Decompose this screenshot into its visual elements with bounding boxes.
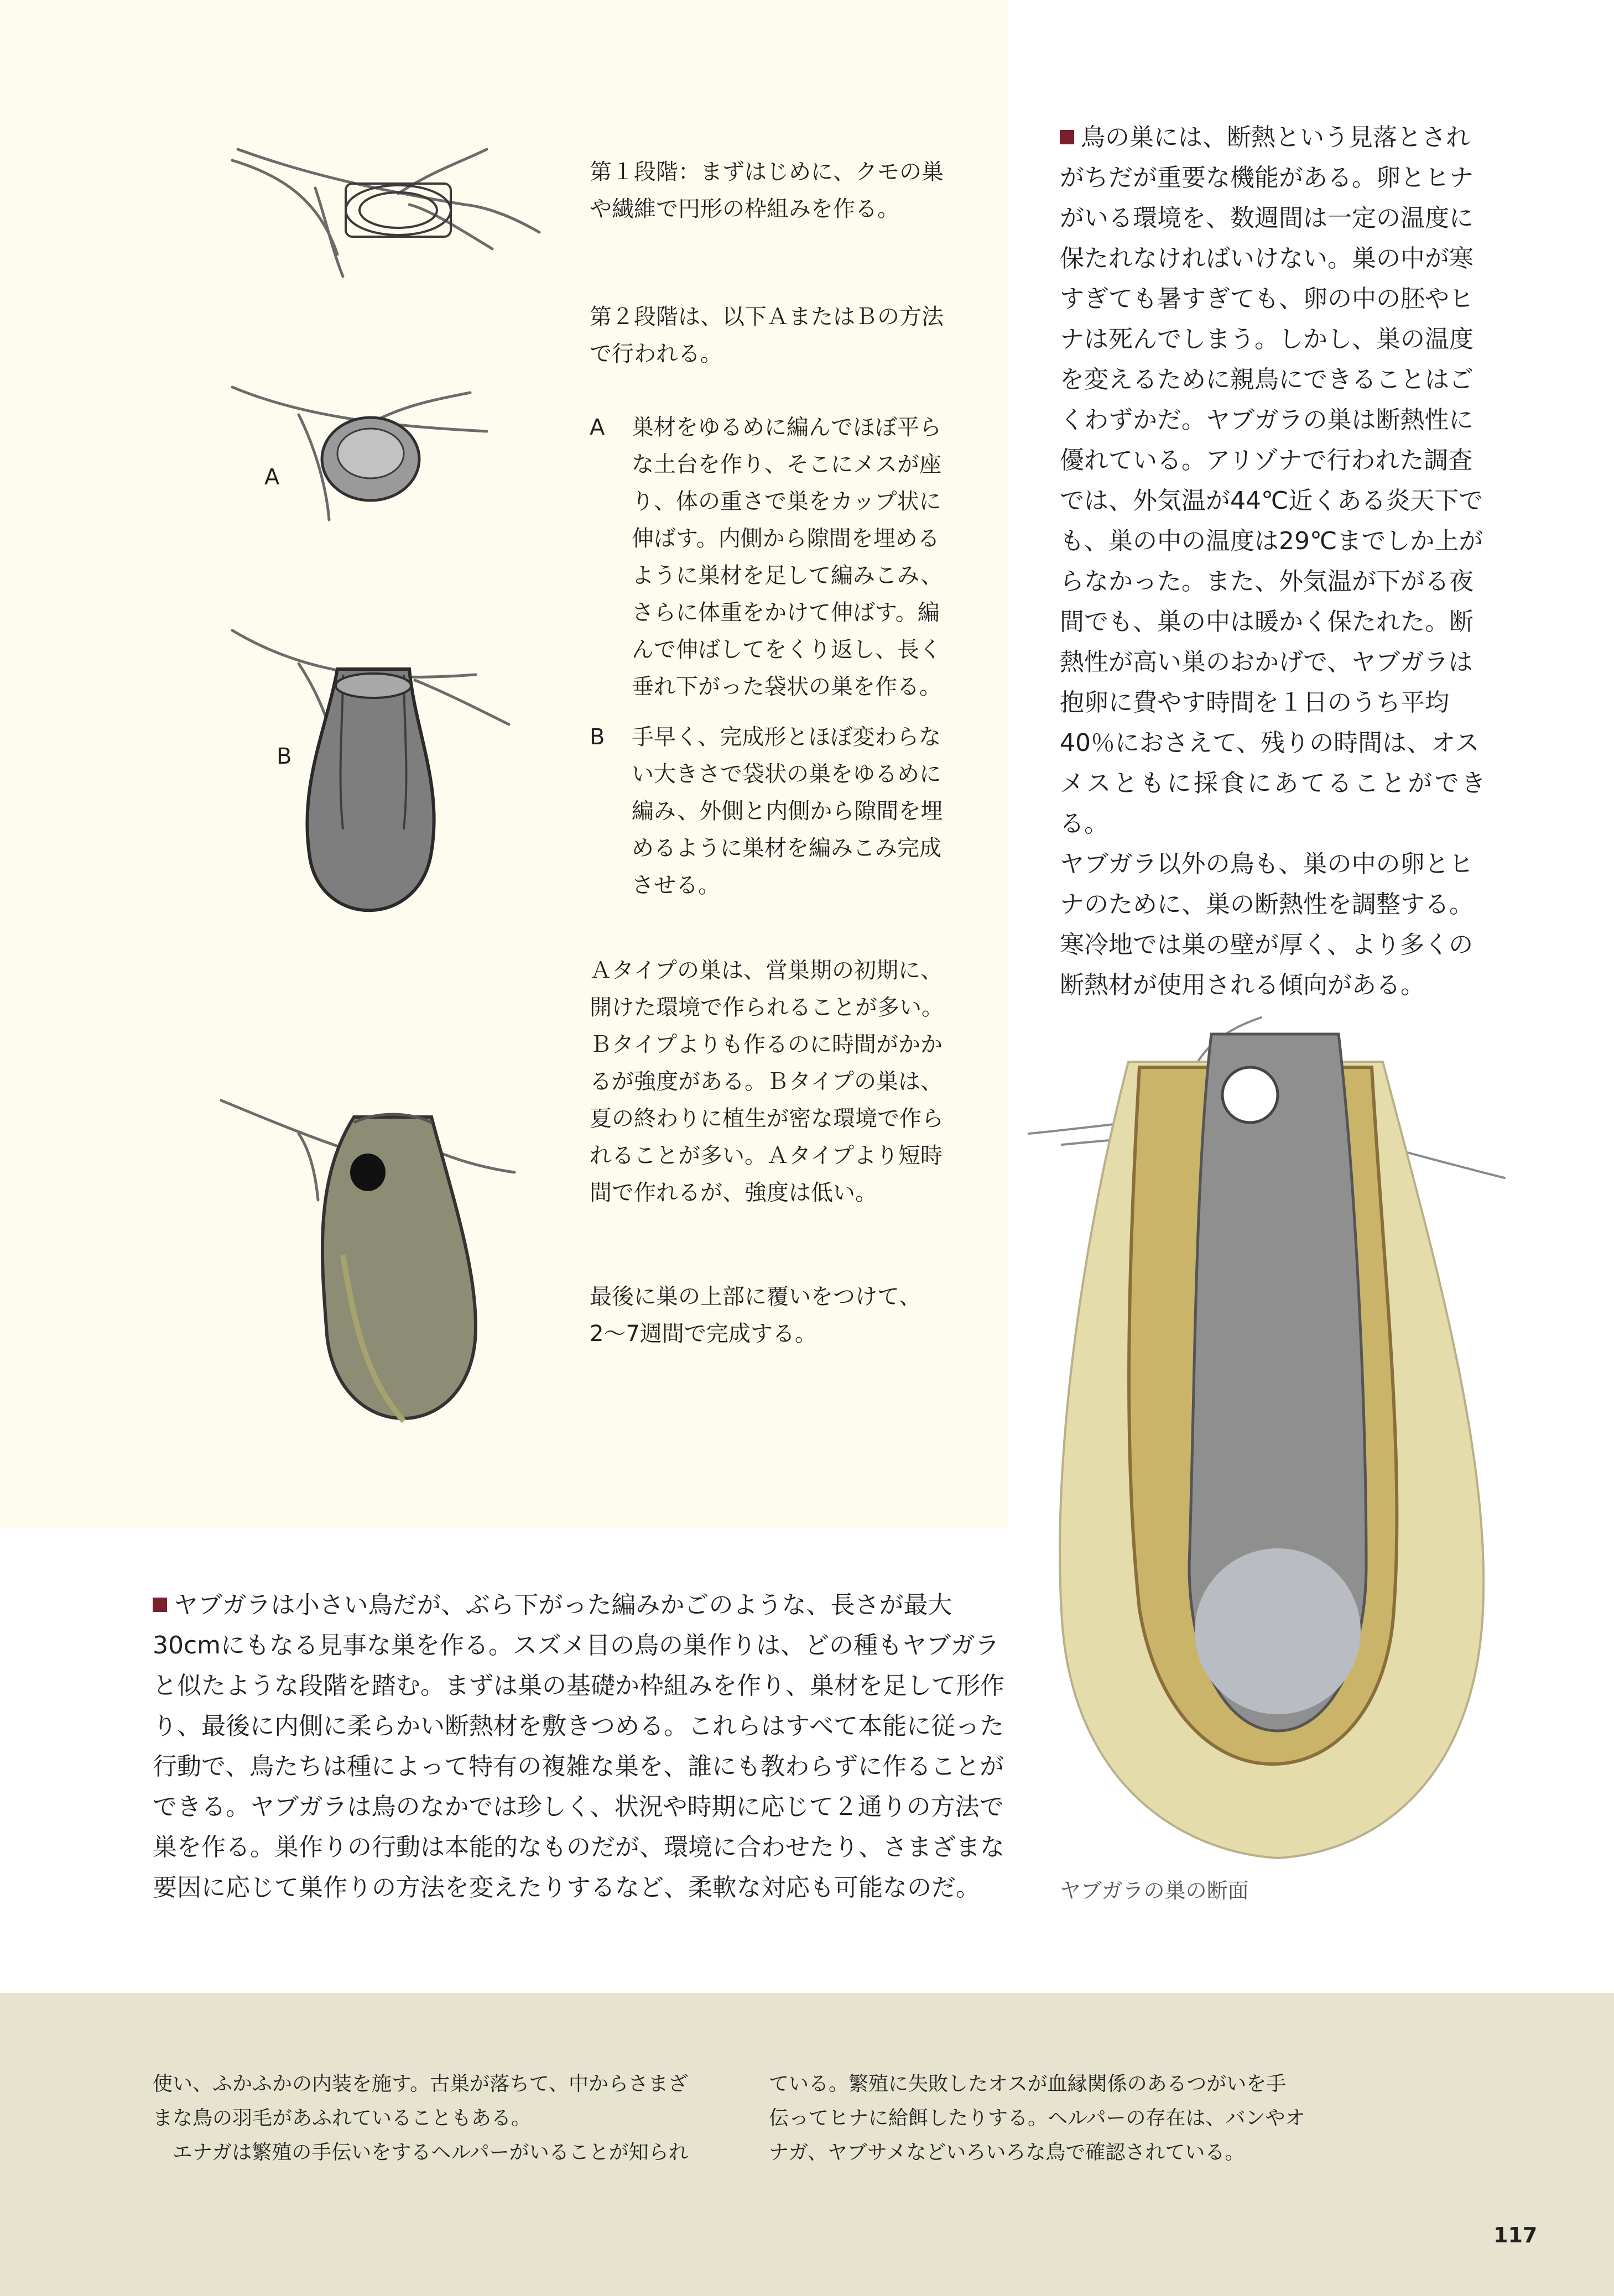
nest-stage1-illustration (232, 138, 542, 282)
figure-caption: ヤブガラの巣の断面 (1060, 1878, 1249, 1903)
nest-method-a-illustration (232, 376, 487, 531)
method-a-marker: A (590, 415, 605, 440)
page-number: 117 (1493, 2223, 1538, 2247)
main-paragraph: ヤブガラは小さい鳥だが、ぶら下がった編みかごのような、長さが最大 30cmにもなる見事な巣を作る。スズメ目の鳥の巣作りは、どの種もヤブガラ と似たような段階を踏む。まずは巣の基礎か枠組みを作り、巣材を足して形作 り、最後に内側に柔らかい断熱材を敷きつめる。これらはすべて本能に従った 行動で、鳥たちは種によって特有の複雑な巣を、誰にも教わらずに作ることが できる。ヤブガラは鳥のなかでは珍しく、状況や時期に応じて２通りの方法で 巣を作る。巣作りの行動は本能的なものだが、環境に合わせたり、さまざまな 要因に応じて巣作りの方法を変えたりするなど、柔軟な対応も可能なのだ。 (153, 1591, 1004, 1902)
method-list (590, 409, 977, 917)
nest-cross-section-illustration (1029, 1012, 1504, 1875)
method-a-item: A 巣材をゆるめに編んでほぼ平ら な土台を作り、そこにメスが座 り、体の重さで巣をカップ状に 伸ばす。内側から隙間を埋める ように巣材を足して編みこみ、 さらに体重をかけて伸ばす。編 んで伸ばしてをくり返し、長く 垂れ下がった袋状の巣を作る。 (590, 409, 977, 706)
figure-label-b: B (277, 744, 292, 769)
section-square-icon (1060, 130, 1074, 144)
step1-text: 第１段階：まずはじめに、クモの巣 や繊維で円形の枠組みを作る。 (590, 159, 944, 222)
section-square-icon (153, 1598, 167, 1612)
nest-method-b-illustration (232, 619, 520, 951)
final-step-text: 最後に巣の上部に覆いをつけて、 2〜7週間で完成する。 (590, 1284, 921, 1347)
method-b-item: B 手早く、完成形とほぼ変わらな い大きさで袋状の巣をゆるめに 編み、外側と内側から隙間を埋 めるように巣材を編みこみ完成 させる。 (590, 719, 977, 904)
method-b-marker: B (590, 724, 605, 750)
finished-nest-illustration (221, 1089, 531, 1476)
insulation-paragraph: 鳥の巣には、断熱という見落とされ がちだが重要な機能がある。卵とヒナ がいる環境を、数週間は一定の温度に 保たれなければいけない。巣の中が寒 すぎても暑すぎても、卵の中の胚やヒ ナは死んでしまう。しかし、巣の温度 を変えるために親鳥にできることはご くわずかだ。ヤブガラの巣は断熱性に 優れている。アリゾナで行われた調査 では、外気温が44℃近くある炎天下で も、巣の中の温度は29℃までしか上が らなかった。また、外気温が下がる夜 間でも、巣の中は暖かく保たれた。断 熱性が高い巣のおかげで、ヤブガラは 抱卵に費やす時間を１日のうち平均 40％におさえて、残りの時間は、オス メスともに採食にあてることができる。 ヤブガラ以外の鳥も、巣の中の卵とヒ ナのために、巣の断熱性を調整する。 寒冷地では巣の壁が厚く、より多くの 断熱材が使用される傾向がある。 (1060, 123, 1486, 999)
figure-label-a: A (264, 465, 280, 490)
step2-text: 第２段階は、以下ＡまたはＢの方法 で行われる。 (590, 304, 944, 367)
footer-left-column: 使い、ふかふかの内装を施す。古巣が落ちて、中からさまざ まな鳥の羽毛があふれていることもある。 エナガは繁殖の手伝いをするヘルパーがいることが知られ (153, 2073, 689, 2164)
footer-right-column: ている。繁殖に失敗したオスが血縁関係のあるつがいを手 伝ってヒナに給餌したりする。ヘルパーの存在は、バンやオ ナガ、ヤブサメなどいろいろな鳥で確認されている。 (769, 2073, 1305, 2164)
types-note: Ａタイプの巣は、営巣期の初期に、 開けた環境で作られることが多い。 Ｂタイプよりも作るのに時間がかか るが強度がある。Ｂタイプの巣は、 夏の終わりに植生が密な環境で作ら れることが多い。Ａタイプより短時 間で作れるが、強度は低い。 (590, 958, 944, 1206)
